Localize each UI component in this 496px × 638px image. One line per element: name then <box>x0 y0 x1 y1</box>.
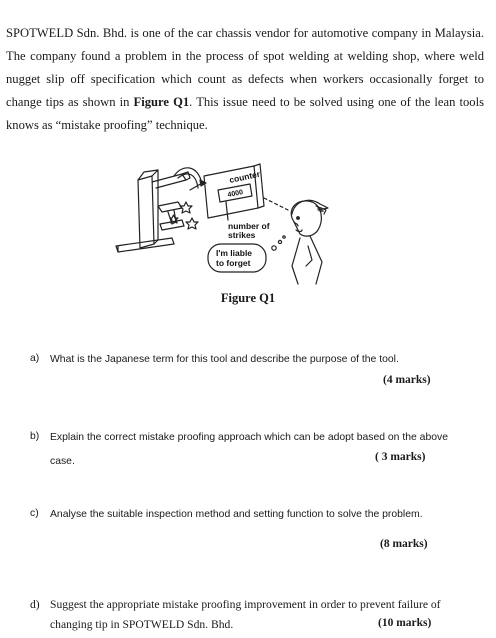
question-letter: c) <box>30 508 39 519</box>
strikes-label-line2: strikes <box>228 230 256 240</box>
spark-star <box>170 215 178 223</box>
question-text-line2: changing tip in SPOTWELD Sdn. Bhd. <box>50 618 234 631</box>
question-b-marks: ( 3 marks) <box>375 451 426 463</box>
question-text: Analyse the suitable inspection method and setting function to solve the problem. <box>50 509 423 520</box>
question-letter: b) <box>30 431 40 442</box>
strikes-label-line1: number of <box>228 221 270 231</box>
question-text-line2: case. <box>50 456 75 467</box>
worker-body <box>292 236 322 284</box>
intro-text-before: SPOTWELD Sdn. Bhd. is one of the car chassis vendor for automotive company in Malaysia. The company found a problem in the process of spot welding at welding shop, where weld nugget slip off specification which count as defects when workers occasionally forget to change tips as shown in <box>6 26 484 109</box>
question-text-line1: Explain the correct mistake proofing approach which can be adopt based on the above <box>50 432 448 443</box>
spark-star <box>180 202 192 213</box>
counter-value: 4000 <box>227 189 244 199</box>
question-text: What is the Japanese term for this tool and describe the purpose of the tool. <box>50 354 399 365</box>
figure-q1-illustration <box>112 162 356 288</box>
thought-line1: I'm liable <box>216 248 253 258</box>
question-letter: a) <box>30 353 40 364</box>
figure-caption: Figure Q1 <box>220 291 276 305</box>
weld-gun <box>158 202 182 212</box>
question-c <box>30 508 470 532</box>
question-a-marks: (4 marks) <box>383 374 431 386</box>
question-letter: d) <box>30 598 40 611</box>
question-c-marks: (8 marks) <box>380 538 428 550</box>
thought-line2: to forget <box>216 258 251 268</box>
question-d-marks: (10 marks) <box>378 617 432 629</box>
intro-text-after: . This issue need to be solved using one of the lean tools knows as “mistake proofing” technique. <box>6 95 485 132</box>
welder-base <box>116 238 174 252</box>
spark-star <box>186 218 198 229</box>
welder-column <box>138 176 154 248</box>
figure-reference: Figure Q1 <box>133 95 190 109</box>
question-text-line1: Suggest the appropriate mistake proofing improvement in order to prevent failure of <box>50 598 441 611</box>
counter-label: counter <box>228 168 261 185</box>
intro-paragraph <box>6 22 484 137</box>
